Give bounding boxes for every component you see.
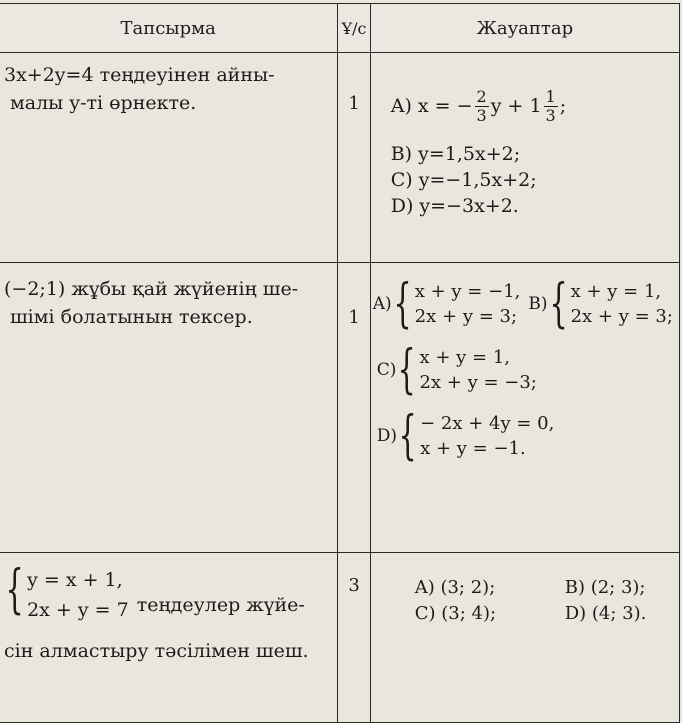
answer-a: A) (3; 2); bbox=[414, 577, 496, 598]
brace-icon: { bbox=[393, 274, 412, 334]
fraction bbox=[544, 88, 558, 125]
fraction-numerator: 1 bbox=[545, 86, 556, 106]
task-line: (−2;1) жұбы қай жүйенің ше- bbox=[4, 278, 299, 300]
answer-d-label: D) bbox=[376, 426, 397, 446]
equation-system bbox=[4, 560, 129, 625]
task-cell bbox=[0, 553, 338, 723]
answer-d bbox=[376, 406, 679, 466]
equation-line: x + y = −1, bbox=[414, 281, 521, 302]
task-line: шімі болатынын тексер. bbox=[10, 306, 253, 328]
task-system-line bbox=[4, 560, 337, 625]
answer-a-label: A) bbox=[372, 294, 392, 314]
points-value: 1 bbox=[348, 307, 360, 328]
equation-line: 2x + y = 3; bbox=[570, 306, 673, 327]
points-value: 1 bbox=[348, 93, 360, 114]
answer-a-end: ; bbox=[559, 95, 567, 117]
fraction-denominator: 3 bbox=[545, 105, 556, 125]
equation-line: − 2x + 4y = 0, bbox=[420, 413, 555, 434]
answer-b: B) (2; 3); bbox=[564, 577, 646, 598]
answer-c: C) (3; 4); bbox=[414, 603, 497, 624]
task-line: сін алмастыру тәсілімен шеш. bbox=[4, 640, 309, 662]
equation-line: 2x + y = −3; bbox=[419, 372, 537, 393]
fraction-denominator: 3 bbox=[476, 105, 487, 125]
brace-icon: { bbox=[548, 274, 568, 334]
equation-line: 2x + y = 7 bbox=[27, 599, 129, 621]
answer-c-label: C) bbox=[376, 360, 397, 380]
table-row bbox=[0, 53, 680, 263]
equation-line: x + y = 1, bbox=[570, 281, 662, 302]
equation-system-b bbox=[548, 274, 673, 334]
brace-icon: { bbox=[398, 406, 417, 466]
answer-b-label: B) bbox=[528, 294, 548, 314]
answer-a-prefix: A) x = − bbox=[390, 95, 473, 117]
header-points: Ұ/с bbox=[338, 4, 370, 53]
task-line: малы y-ті өрнекте. bbox=[10, 92, 197, 114]
task-cell bbox=[0, 53, 338, 263]
table-row bbox=[0, 263, 680, 553]
equation-system-c bbox=[396, 340, 537, 400]
equation-line: y = x + 1, bbox=[27, 569, 123, 591]
task-cell bbox=[0, 263, 338, 553]
answers-cell bbox=[370, 553, 679, 723]
answer-ab-row bbox=[372, 274, 679, 334]
answer-c bbox=[376, 340, 679, 400]
task-line: 3x+2y=4 теңдеуінен айны- bbox=[4, 64, 275, 86]
answer-a bbox=[391, 81, 679, 131]
brace-icon: { bbox=[5, 560, 24, 620]
equation-line: 2x + y = 3; bbox=[414, 306, 518, 327]
equation-line: x + y = 1, bbox=[419, 347, 510, 368]
answer-c: C) y=−1,5x+2; bbox=[390, 169, 537, 191]
points-cell bbox=[338, 263, 370, 553]
equation-system-a bbox=[392, 274, 521, 334]
fraction-numerator: 2 bbox=[476, 86, 487, 106]
answer-b: B) y=1,5x+2; bbox=[390, 143, 521, 165]
exercise-table bbox=[0, 3, 680, 723]
task-tail: теңдеулер жүйе- bbox=[136, 594, 305, 616]
answers-cell bbox=[370, 263, 679, 553]
header-row bbox=[0, 4, 680, 53]
table-row bbox=[0, 553, 680, 723]
answer-d: D) y=−3x+2. bbox=[390, 195, 519, 217]
points-value: 3 bbox=[348, 575, 360, 596]
equation-line: x + y = −1. bbox=[420, 438, 526, 459]
answer-a-middle: y + 1 bbox=[490, 95, 542, 117]
header-task: Тапсырма bbox=[0, 4, 338, 53]
brace-icon: { bbox=[397, 340, 417, 400]
answers-cell bbox=[370, 53, 679, 263]
equation-system-d bbox=[397, 406, 555, 466]
points-cell bbox=[338, 53, 370, 263]
points-cell bbox=[338, 553, 370, 723]
answer-d: D) (4; 3). bbox=[564, 603, 647, 624]
header-answers: Жауаптар bbox=[370, 4, 679, 53]
fraction bbox=[475, 88, 489, 125]
